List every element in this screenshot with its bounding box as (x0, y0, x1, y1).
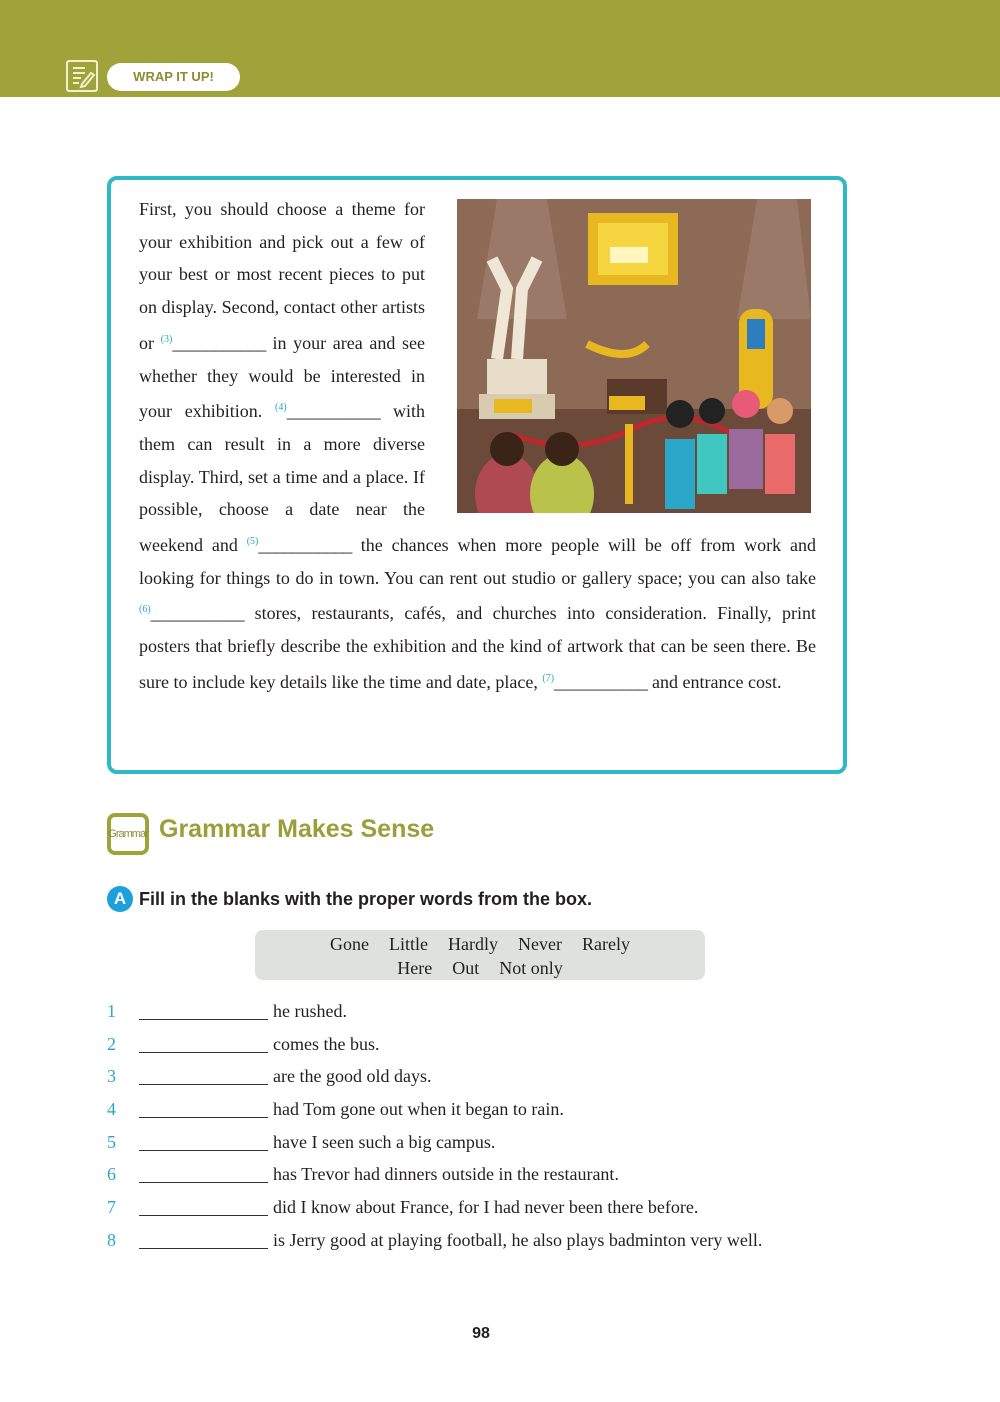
section-title: Grammar Makes Sense (159, 815, 435, 843)
blank-5[interactable]: ___________ (258, 535, 352, 556)
word: Here (397, 958, 433, 978)
section-label: WRAP IT UP! (107, 63, 240, 91)
item-number: 8 (107, 1229, 116, 1250)
item-text: are the good old days. (273, 1066, 432, 1087)
word: Rarely (581, 934, 630, 954)
answer-blank[interactable] (139, 1248, 268, 1249)
item-text: comes the bus. (273, 1033, 380, 1054)
answer-blank[interactable] (139, 1150, 268, 1151)
item-number: 2 (107, 1033, 116, 1054)
blank-number-4: (4) (275, 402, 287, 414)
blank-number-3: (3) (160, 333, 173, 345)
word: Gone (330, 934, 370, 954)
item-text: have I seen such a big campus. (273, 1131, 496, 1152)
item-number: 1 (107, 1001, 116, 1021)
item-text: had Tom gone out when it began to rain. (273, 1099, 564, 1120)
blank-4[interactable]: ___________ (286, 401, 381, 422)
answer-blank[interactable] (139, 1084, 268, 1085)
word-box (255, 930, 705, 980)
exercise-instruction: Fill in the blanks with the proper words from the box. (139, 889, 593, 909)
blank-number-5: (5) (246, 536, 259, 548)
museum-illustration (457, 199, 811, 513)
blank-6[interactable]: ___________ (150, 603, 245, 624)
grammar-icon: Grammar (107, 813, 149, 855)
answer-blank[interactable] (139, 1117, 268, 1118)
word: Out (452, 958, 480, 978)
blank-3[interactable]: ___________ (172, 332, 266, 353)
item-number: 6 (107, 1164, 116, 1185)
item-number: 7 (107, 1197, 116, 1218)
item-text: he rushed. (273, 1001, 347, 1021)
exercise-badge: A (107, 886, 133, 912)
item-text: has Trevor had dinners outside in the restaurant. (273, 1164, 619, 1185)
blank-number-6: (6) (139, 604, 151, 616)
blank-number-7: (7) (542, 672, 555, 684)
word: Not only (499, 958, 563, 978)
item-text: did I know about France, for I had never been there before. (273, 1197, 699, 1218)
item-number: 5 (107, 1131, 116, 1152)
item-number: 4 (107, 1099, 116, 1120)
word: Little (389, 934, 429, 954)
page-number: 98 (472, 1325, 490, 1342)
answer-blank[interactable] (139, 1182, 268, 1183)
answer-blank[interactable] (139, 1019, 268, 1020)
word: Never (518, 934, 562, 954)
blank-7[interactable]: ___________ (554, 671, 648, 692)
answer-blank[interactable] (139, 1215, 268, 1216)
answer-blank[interactable] (139, 1052, 268, 1053)
notepad-pencil-icon (66, 60, 98, 92)
word: Hardly (448, 934, 498, 954)
item-text: is Jerry good at playing football, he also plays badminton very well. (273, 1229, 763, 1250)
passage-text: First, you should choose a theme for your exhibition and pick out a few of your best or most recent pieces to put on display. Second, contact other artists or $^{(3)}$___________ in your area and see whether they would be interested in your exhibition. $^{(4)}$___________ with them can result in a more diverse display. Third, set a time and a place. If possible, choose a date near the weekend and $^{(5)}$___________ the chances when more people will be off from work and looking for things to do in town. You can rent out studio or gallery space; you can also take $^{(6)}$___________ stores, restaurants, cafés, and churches into consideration. Finally, print posters that briefly describe the exhibition and the kind of artwork that can be seen there. Be sure to include key details like the time and date, place, $^{(7)}$___________ and entrance cost. (139, 199, 816, 692)
item-number: 3 (107, 1066, 116, 1087)
